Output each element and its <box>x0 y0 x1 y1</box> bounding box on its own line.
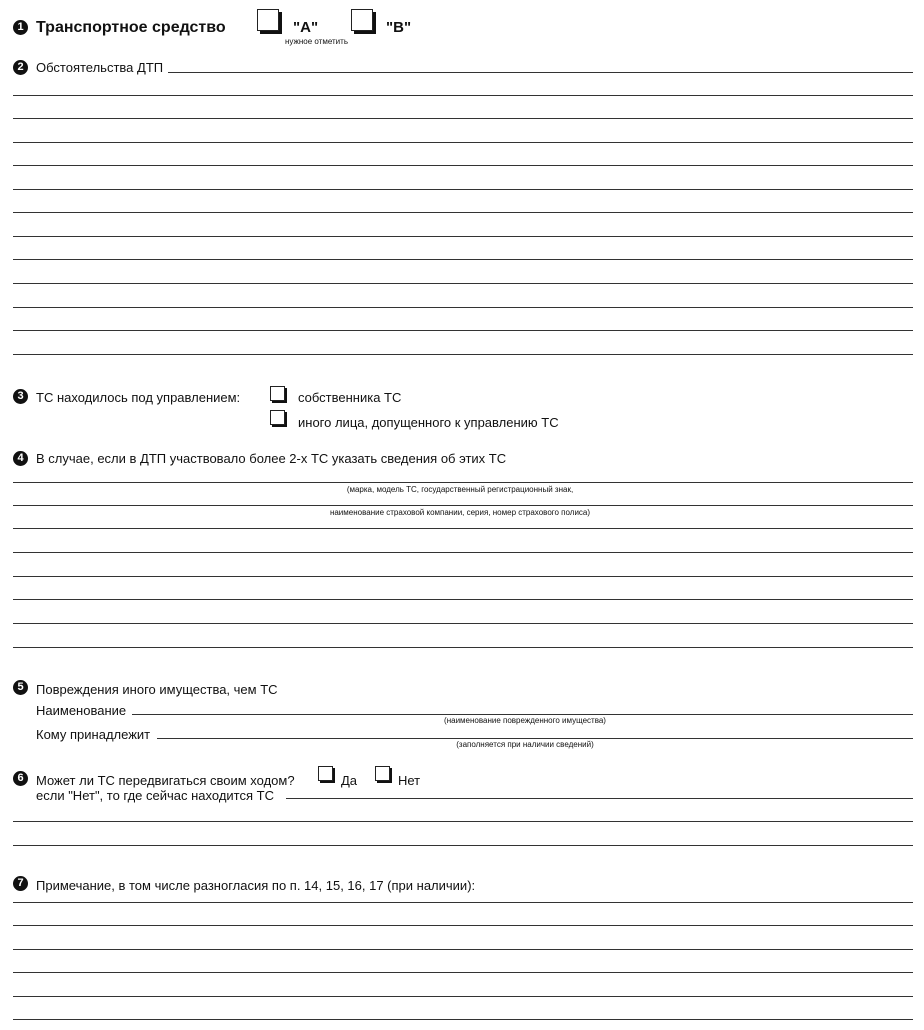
other-vehicles-line[interactable] <box>13 600 913 624</box>
circumstances-line[interactable] <box>13 119 913 143</box>
vehicle-location-label: если "Нет", то где сейчас находится ТС <box>36 788 274 803</box>
property-name-input[interactable] <box>132 699 913 715</box>
property-name-label: Наименование <box>36 703 127 718</box>
can-move-yes-label: Да <box>341 773 358 788</box>
can-move-no-label: Нет <box>398 773 421 788</box>
property-owner-caption: (заполняется при наличии сведений) <box>456 740 594 749</box>
other-driver-label: иного лица, допущенного к управлению ТС <box>298 415 559 430</box>
mark-needed-hint: нужное отметить <box>285 37 348 46</box>
driver-label: ТС находилось под управлением: <box>36 390 241 405</box>
vehicle-a-checkbox[interactable] <box>257 9 279 31</box>
notes-label: Примечание, в том числе разногласия по п. 14, 15, 16, 17 (при наличии): <box>36 878 476 893</box>
other-vehicles-line[interactable] <box>13 529 913 553</box>
other-vehicles-caption-2: наименование страховой компании, серия, номер страхового полиса) <box>329 508 591 517</box>
vehicle-b-label: "В" <box>386 19 412 36</box>
can-move-no-checkbox[interactable] <box>375 766 390 781</box>
vehicle-location-line[interactable] <box>13 822 913 846</box>
property-damage-label: Повреждения иного имущества, чем ТС <box>36 682 278 697</box>
property-name-caption: (наименование поврежденного имущества) <box>444 716 606 725</box>
circumstances-line[interactable] <box>13 95 913 119</box>
other-vehicles-label: В случае, если в ДТП участвовало более 2-х ТС указать сведения об этих ТС <box>36 451 507 466</box>
section-2-number: 2 <box>13 60 28 75</box>
other-vehicles-line[interactable] <box>13 505 913 529</box>
notes-line[interactable] <box>13 949 913 973</box>
vehicle-b-checkbox[interactable] <box>351 9 373 31</box>
section-6-number: 6 <box>13 771 28 786</box>
can-move-label: Может ли ТС передвигаться своим ходом? <box>36 773 295 788</box>
section-5-number: 5 <box>13 680 28 695</box>
vehicle-location-line[interactable] <box>13 798 913 822</box>
other-vehicles-line[interactable] <box>13 576 913 600</box>
circumstances-line[interactable] <box>13 166 913 190</box>
other-driver-checkbox[interactable] <box>270 410 285 425</box>
other-vehicles-line[interactable] <box>13 459 913 483</box>
notes-line[interactable] <box>13 926 913 950</box>
circumstances-line[interactable] <box>13 331 913 355</box>
section-1-number: 1 <box>13 20 28 35</box>
can-move-yes-checkbox[interactable] <box>318 766 333 781</box>
other-vehicles-line[interactable] <box>13 482 913 506</box>
other-vehicles-line[interactable] <box>13 624 913 648</box>
owner-driver-checkbox[interactable] <box>270 386 285 401</box>
section-3-number: 3 <box>13 389 28 404</box>
notes-line[interactable] <box>13 879 913 903</box>
owner-driver-label: собственника ТС <box>298 390 402 405</box>
circumstances-label: Обстоятельства ДТП <box>36 60 164 75</box>
vehicle-title: Транспортное средство <box>36 19 226 36</box>
section-7-number: 7 <box>13 876 28 891</box>
property-owner-label: Кому принадлежит <box>36 727 151 742</box>
notes-line[interactable] <box>13 902 913 926</box>
vehicle-location-input[interactable] <box>286 783 913 799</box>
vehicle-a-label: "А" <box>293 19 319 36</box>
property-owner-input[interactable] <box>157 723 913 739</box>
circumstances-line[interactable] <box>13 260 913 284</box>
circumstances-line[interactable] <box>13 307 913 331</box>
notes-line[interactable] <box>13 973 913 997</box>
circumstances-line-1[interactable] <box>168 57 913 73</box>
circumstances-line[interactable] <box>13 72 913 96</box>
circumstances-line[interactable] <box>13 189 913 213</box>
other-vehicles-line[interactable] <box>13 553 913 577</box>
circumstances-line[interactable] <box>13 142 913 166</box>
other-vehicles-caption-1: (марка, модель ТС, государственный регистрационный знак, <box>346 485 574 494</box>
section-4-number: 4 <box>13 451 28 466</box>
notes-line[interactable] <box>13 996 913 1020</box>
circumstances-line[interactable] <box>13 213 913 237</box>
circumstances-line[interactable] <box>13 236 913 260</box>
circumstances-line[interactable] <box>13 284 913 308</box>
